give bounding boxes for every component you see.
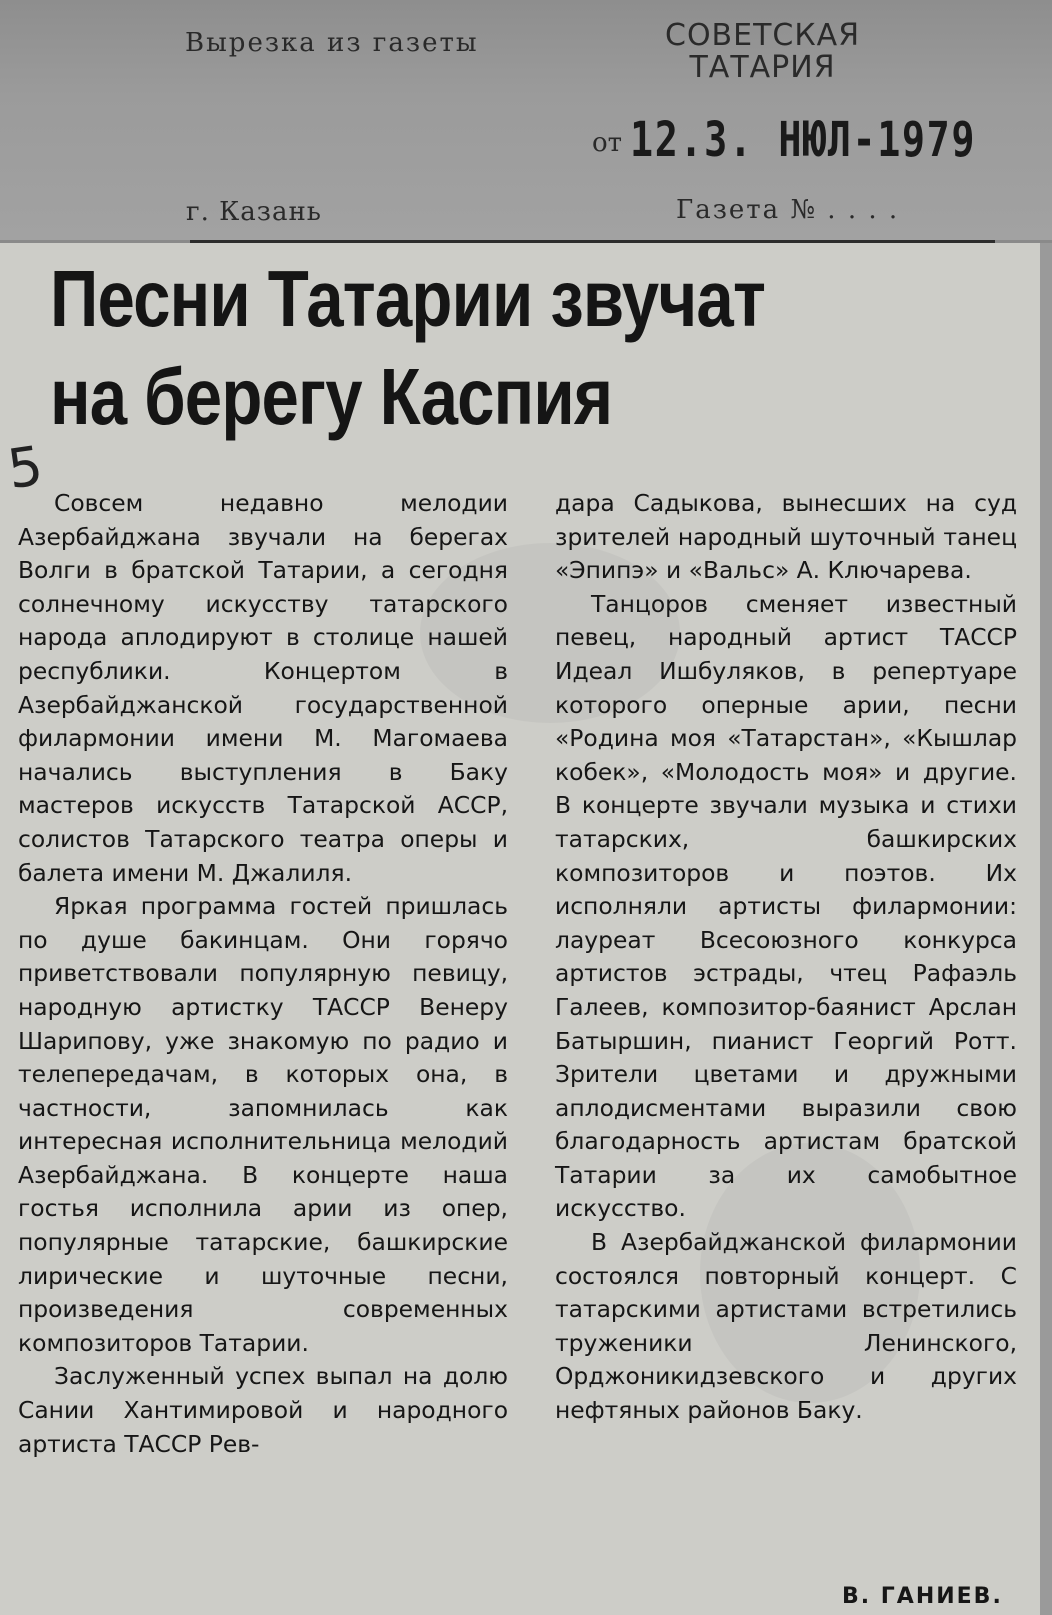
article-column-right bbox=[555, 487, 1017, 1428]
gazette-number-label: Газета № . . . . bbox=[676, 195, 900, 225]
paragraph: Танцоров сменяет известный певец, народный артист ТАССР Идеал Ишбуляков, в репертуаре которого оперные арии, песни «Родина моя «Татарстан», «Кышлар кобек», «Молодость моя» и другие. В концерте звучали музыка и стихи татарских, башкирских композиторов и поэтов. Их исполняли артисты филармонии: лауреат Всесоюзного конкурса артистов эстрады, чтец Рафаэль Галеев, композитор-баянист Арслан Батыршин, пианист Георгий Ротт. Зрители цветами и дружными аплодисментами выразили свою благодарность артистам братской Татарии за их самобытное искусство. bbox=[555, 589, 1017, 1223]
paragraph: Совсем недавно мелодии Азербайджана звучали на берегах Волги в братской Татарии, а сегодня солнечному искусству татарского народа аплодируют в столице нашей республики. Концертом в Азербайджанской государственной филармонии имени М. Магомаева начались выступления в Баку мастеров искусств Татарской АССР, солистов Татарского театра оперы и балета имени М. Джалиля. bbox=[18, 489, 508, 887]
article-headline bbox=[50, 250, 890, 446]
newspaper-name-line1: СОВЕТСКАЯ bbox=[665, 18, 861, 53]
city-label: г. Казань bbox=[186, 197, 322, 227]
headline-line-1: Песни Татарии звучат bbox=[50, 254, 766, 343]
article-column-left bbox=[18, 487, 508, 1461]
date-stamp: 12.3. НЮЛ-1979 bbox=[630, 112, 977, 168]
author-signature: В. ГАНИЕВ. bbox=[842, 1584, 1003, 1609]
date-prefix: от bbox=[592, 128, 623, 158]
paragraph: Яркая программа гостей пришлась по душе бакинцам. Они горячо приветствовали популярную певицу, народную артистку ТАССР Венеру Шарипову, уже знакомую по радио и телепередачам, в которых она, в частности, запомнилась как интересная исполнительница мелодий Азербайджана. В концерте наша гостья исполнила арии из опер, популярные татарские, башкирские лирические и шуточные песни, произведения современных композиторов Татарии. bbox=[18, 892, 508, 1357]
newspaper-name bbox=[665, 20, 860, 84]
paragraph: дара Садыкова, вынесших на суд зрителей народный шуточный танец «Эпипэ» и «Вальс» А. Ключарева. bbox=[555, 489, 1017, 585]
paragraph: В Азербайджанской филармонии состоялся повторный концерт. С татарскими артистами встретились труженики Ленинского, Орджоникидзевского и других нефтяных районов Баку. bbox=[555, 1228, 1017, 1425]
handwritten-mark: 5 bbox=[3, 433, 47, 502]
newspaper-name-line2: ТАТАРИЯ bbox=[689, 50, 836, 85]
headline-line-2: на берегу Каспия bbox=[50, 352, 613, 441]
clipping-label: Вырезка из газеты bbox=[185, 28, 479, 58]
paragraph: Заслуженный успех выпал на долю Сании Хантимировой и народного артиста ТАССР Рев- bbox=[18, 1362, 508, 1458]
clipping-header bbox=[0, 0, 1052, 240]
